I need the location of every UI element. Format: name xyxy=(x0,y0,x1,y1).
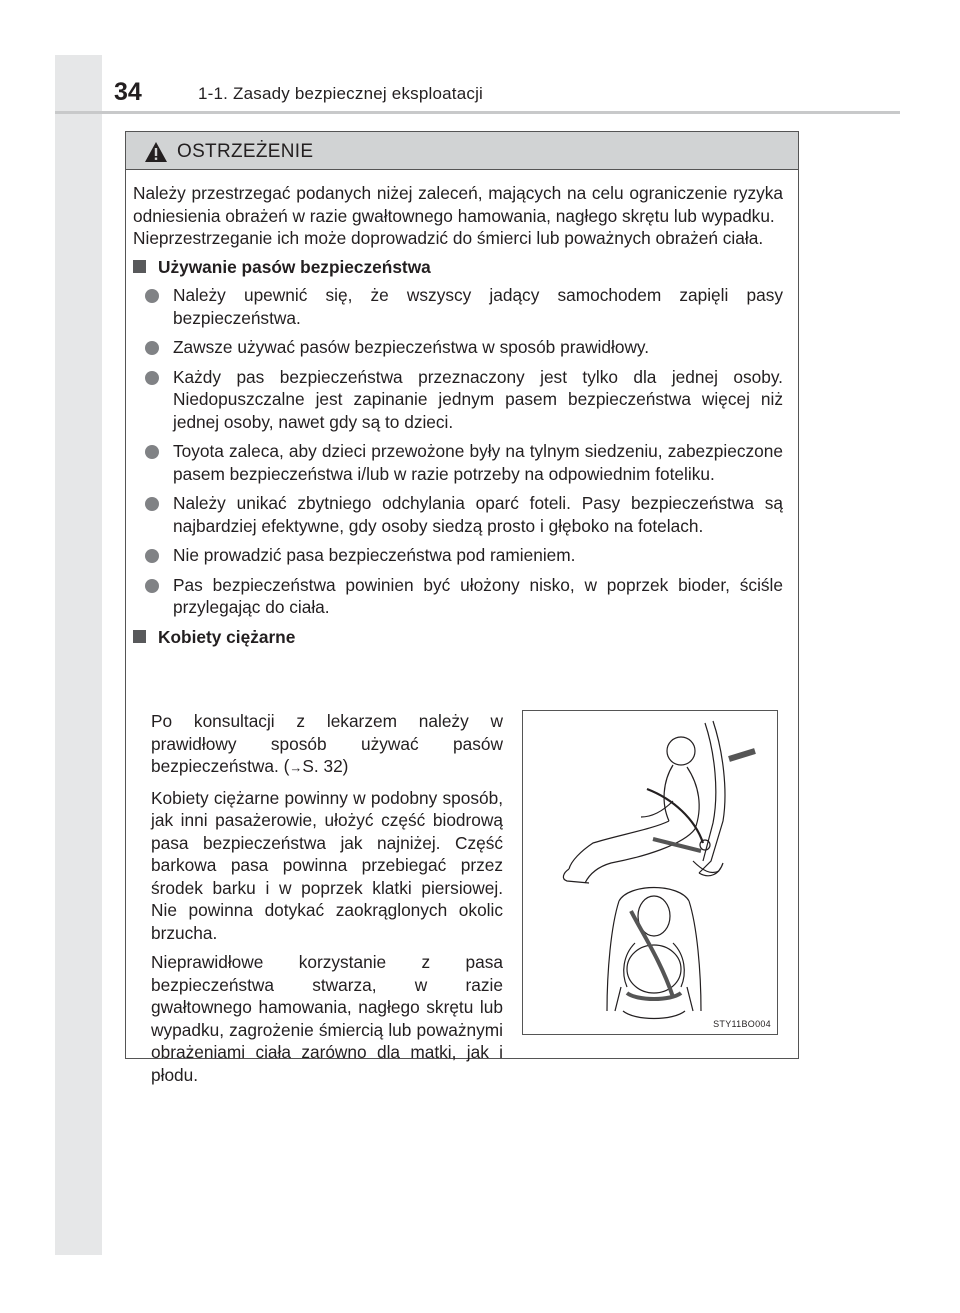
round-bullet-icon xyxy=(145,549,159,563)
round-bullet-icon xyxy=(145,579,159,593)
list-item xyxy=(133,492,783,537)
side-strip xyxy=(55,55,102,1255)
list-item xyxy=(133,366,783,434)
list-item-text: Pas bezpieczeństwa powinien być ułożony nisko, w poprzek bioder, ściśle przylegając do ciała. xyxy=(173,574,783,617)
seatbelt-heading-text: Używanie pasów bezpieczeństwa xyxy=(158,256,431,277)
pregnant-paragraph-3: Nieprawidłowe korzystanie z pasa bezpieczeństwa stwarza, w razie gwałtownego hamowania, nagłego skrętu lub wypadku, zagrożenie śmiercią lub poważnymi obrażeniami ciała zarówno dla matki, jak i płodu. xyxy=(151,952,503,1085)
seatbelt-drawing xyxy=(523,711,776,1033)
warning-header xyxy=(126,132,798,170)
square-marker-icon xyxy=(133,260,146,273)
warning-box xyxy=(125,131,799,1085)
side-view-figure xyxy=(563,721,755,883)
warning-intro: Należy przestrzegać podanych niżej zaleceń, mających na celu ograniczenie ryzyka odniesienia obrażeń w razie gwałtownego hamowania, nagłego skrętu lub wypadku. xyxy=(133,183,783,226)
round-bullet-icon xyxy=(145,341,159,355)
pregnant-paragraph-1 xyxy=(151,710,503,780)
arrow-right-icon: → xyxy=(289,760,303,775)
list-item-text: Zawsze używać pasów bezpieczeństwa w sposób prawidłowy. xyxy=(173,337,650,357)
pregnant-text xyxy=(151,710,503,1093)
list-item-text: Toyota zaleca, aby dzieci przewożone były na tylnym siedzeniu, zabezpieczone pasem bezpieczeństwa i/lub w razie potrzeby na odpowiednim foteliku. xyxy=(173,441,783,484)
round-bullet-icon xyxy=(145,497,159,511)
page-reference[interactable]: S. 32) xyxy=(302,756,349,776)
warning-consequence: Nieprzestrzeganie ich może doprowadzić do śmierci lub poważnych obrażeń ciała. xyxy=(133,228,764,248)
pregnant-paragraph-2: Kobiety ciężarne powinny w podobny sposób, jak inni pasażerowie, ułożyć część biodrową pasa bezpieczeństwa jak najniżej. Część barkowa pasa powinna przebiegać przez środek barku i w poprzek klatki piersiowej. Nie powinna dotykać zaokrąglonych okolic brzucha. xyxy=(151,787,503,943)
warning-content xyxy=(133,182,783,654)
header-rule xyxy=(55,111,900,114)
list-item-text: Każdy pas bezpieczeństwa przeznaczony jest tylko dla jednej osoby. Niedopuszczalne jest zapinanie jednym pasem bezpieczeństwa więcej niż jednej osoby, nawet gdy są to dzieci. xyxy=(173,366,783,432)
round-bullet-icon xyxy=(145,289,159,303)
pregnant-heading-text: Kobiety ciężarne xyxy=(158,626,296,647)
pregnant-heading xyxy=(133,626,783,649)
list-item xyxy=(133,336,783,359)
pregnant-seatbelt-illustration xyxy=(522,710,778,1035)
figure-code: STY11BO004 xyxy=(713,1019,771,1029)
list-item-text: Należy upewnić się, że wszyscy jadący samochodem zapięli pasy bezpieczeństwa. xyxy=(173,285,783,328)
list-item-text: Nie prowadzić pasa bezpieczeństwa pod ramieniem. xyxy=(173,545,576,565)
list-item xyxy=(133,284,783,329)
list-item xyxy=(133,440,783,485)
warning-triangle-icon xyxy=(144,141,168,163)
round-bullet-icon xyxy=(145,445,159,459)
round-bullet-icon xyxy=(145,371,159,385)
list-item xyxy=(133,544,783,567)
section-title: 1-1. Zasady bezpiecznej eksploatacji xyxy=(198,84,484,103)
square-marker-icon xyxy=(133,630,146,643)
list-item-text: Należy unikać zbytniego odchylania oparć foteli. Pasy bezpieczeństwa są najbardziej efektywne, gdy osoby siedzą prosto i głęboko na fotelach. xyxy=(173,493,783,536)
seatbelt-heading xyxy=(133,256,783,279)
warning-title: OSTRZEŻENIE xyxy=(177,141,314,162)
front-view-figure xyxy=(607,888,701,1019)
list-item xyxy=(133,574,783,619)
page-number: 34 xyxy=(114,78,142,106)
pregnant-paragraph-1-text: Po konsultacji z lekarzem należy w prawidłowy sposób używać pasów bezpieczeństwa. ( xyxy=(151,711,503,776)
